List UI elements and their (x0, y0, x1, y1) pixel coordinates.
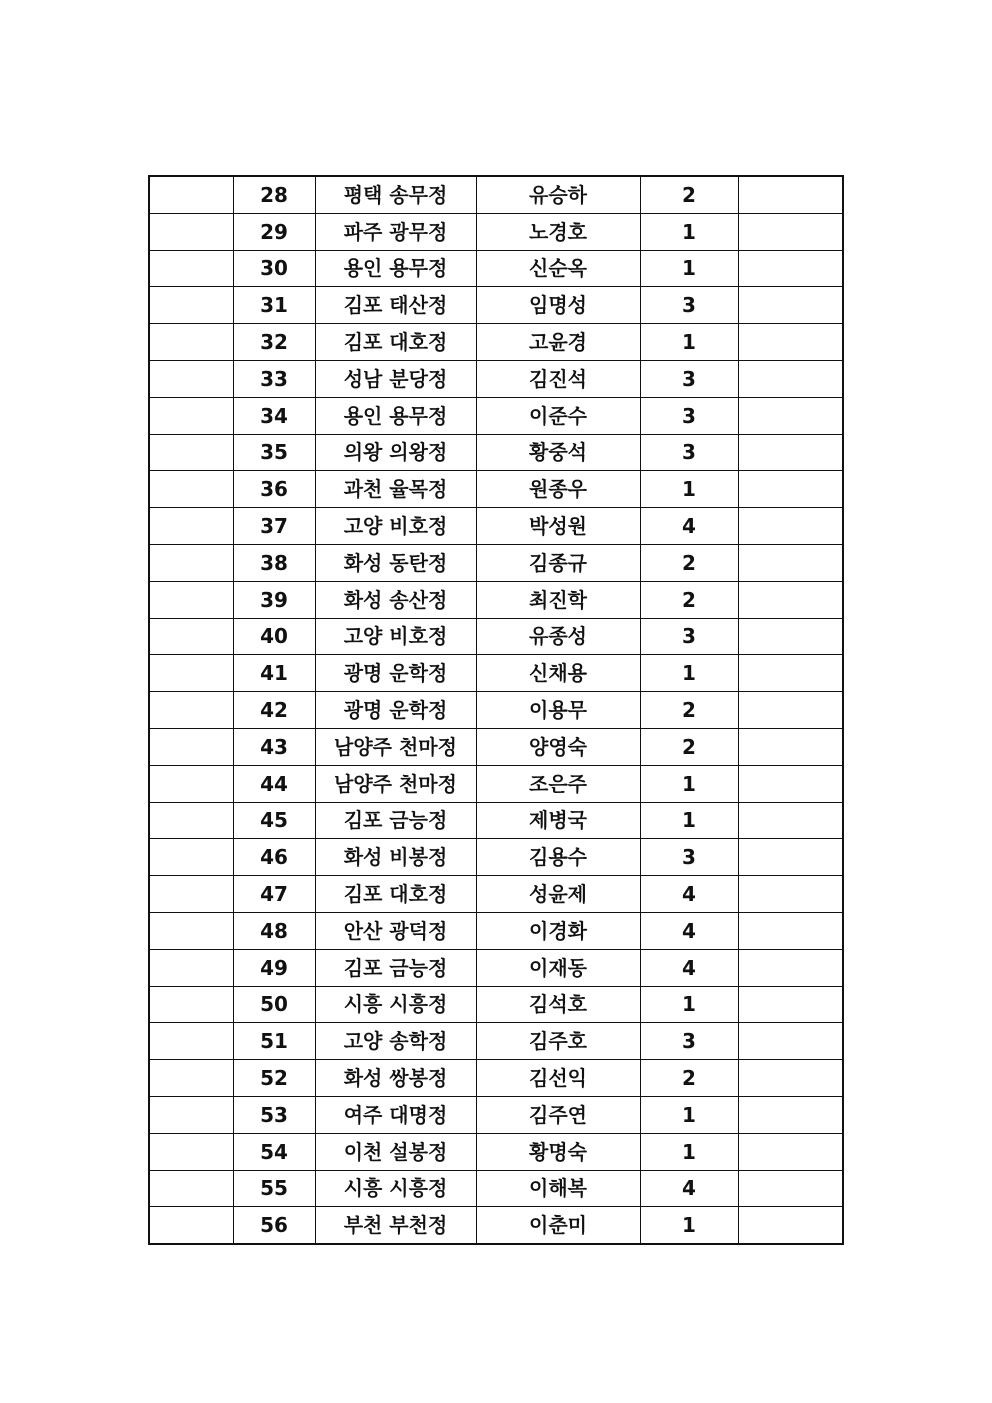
name-cell: 김종규 (476, 544, 640, 581)
remarks-cell (738, 949, 843, 986)
name-cell: 이춘미 (476, 1207, 640, 1244)
remarks-cell (738, 1096, 843, 1133)
name-cell: 이해복 (476, 1170, 640, 1207)
remarks-cell (738, 544, 843, 581)
count-cell: 2 (640, 1060, 738, 1097)
blank-cell (149, 287, 233, 324)
blank-cell (149, 802, 233, 839)
name-cell: 조은주 (476, 765, 640, 802)
blank-cell (149, 765, 233, 802)
remarks-cell (738, 176, 843, 213)
blank-cell (149, 176, 233, 213)
table-row (149, 360, 843, 397)
table-row (149, 876, 843, 913)
station-cell: 안산 광덕정 (315, 912, 476, 949)
name-cell: 이재동 (476, 949, 640, 986)
name-cell: 황명숙 (476, 1133, 640, 1170)
station-cell: 이천 설봉정 (315, 1133, 476, 1170)
roster-table (148, 175, 844, 1245)
number-cell: 53 (233, 1096, 315, 1133)
remarks-cell (738, 471, 843, 508)
remarks-cell (738, 618, 843, 655)
table-row (149, 949, 843, 986)
blank-cell (149, 876, 233, 913)
number-cell: 52 (233, 1060, 315, 1097)
count-cell: 1 (640, 213, 738, 250)
number-cell: 29 (233, 213, 315, 250)
name-cell: 노경호 (476, 213, 640, 250)
number-cell: 30 (233, 250, 315, 287)
station-cell: 남양주 천마정 (315, 765, 476, 802)
name-cell: 이경화 (476, 912, 640, 949)
table-row (149, 912, 843, 949)
blank-cell (149, 1207, 233, 1244)
blank-cell (149, 1096, 233, 1133)
number-cell: 28 (233, 176, 315, 213)
remarks-cell (738, 876, 843, 913)
station-cell: 고양 비호정 (315, 618, 476, 655)
name-cell: 박성원 (476, 508, 640, 545)
station-cell: 김포 대호정 (315, 324, 476, 361)
count-cell: 1 (640, 655, 738, 692)
name-cell: 최진학 (476, 581, 640, 618)
count-cell: 2 (640, 728, 738, 765)
number-cell: 37 (233, 508, 315, 545)
number-cell: 56 (233, 1207, 315, 1244)
name-cell: 김용수 (476, 839, 640, 876)
table-row (149, 434, 843, 471)
table-row (149, 765, 843, 802)
blank-cell (149, 213, 233, 250)
table-row (149, 397, 843, 434)
name-cell: 성윤제 (476, 876, 640, 913)
station-cell: 남양주 천마정 (315, 728, 476, 765)
blank-cell (149, 324, 233, 361)
station-cell: 용인 용무정 (315, 397, 476, 434)
number-cell: 36 (233, 471, 315, 508)
station-cell: 파주 광무정 (315, 213, 476, 250)
count-cell: 4 (640, 1170, 738, 1207)
table-row (149, 1060, 843, 1097)
number-cell: 46 (233, 839, 315, 876)
blank-cell (149, 728, 233, 765)
table-row (149, 728, 843, 765)
table-row (149, 986, 843, 1023)
blank-cell (149, 1170, 233, 1207)
count-cell: 1 (640, 471, 738, 508)
table-row (149, 581, 843, 618)
blank-cell (149, 949, 233, 986)
station-cell: 화성 비봉정 (315, 839, 476, 876)
blank-cell (149, 434, 233, 471)
table-row (149, 1207, 843, 1244)
table-row (149, 1170, 843, 1207)
remarks-cell (738, 581, 843, 618)
blank-cell (149, 360, 233, 397)
station-cell: 화성 동탄정 (315, 544, 476, 581)
name-cell: 김석호 (476, 986, 640, 1023)
count-cell: 3 (640, 397, 738, 434)
count-cell: 1 (640, 1207, 738, 1244)
table-row (149, 839, 843, 876)
station-cell: 과천 율목정 (315, 471, 476, 508)
remarks-cell (738, 692, 843, 729)
count-cell: 1 (640, 250, 738, 287)
blank-cell (149, 1023, 233, 1060)
remarks-cell (738, 1207, 843, 1244)
station-cell: 화성 쌍봉정 (315, 1060, 476, 1097)
name-cell: 황중석 (476, 434, 640, 471)
remarks-cell (738, 213, 843, 250)
table-row (149, 508, 843, 545)
station-cell: 고양 비호정 (315, 508, 476, 545)
number-cell: 50 (233, 986, 315, 1023)
table-row (149, 1023, 843, 1060)
number-cell: 39 (233, 581, 315, 618)
blank-cell (149, 839, 233, 876)
count-cell: 1 (640, 324, 738, 361)
count-cell: 3 (640, 839, 738, 876)
table-row (149, 176, 843, 213)
count-cell: 1 (640, 802, 738, 839)
number-cell: 43 (233, 728, 315, 765)
name-cell: 김선익 (476, 1060, 640, 1097)
name-cell: 이준수 (476, 397, 640, 434)
remarks-cell (738, 728, 843, 765)
station-cell: 고양 송학정 (315, 1023, 476, 1060)
remarks-cell (738, 434, 843, 471)
station-cell: 김포 금능정 (315, 949, 476, 986)
remarks-cell (738, 839, 843, 876)
blank-cell (149, 1060, 233, 1097)
remarks-cell (738, 1170, 843, 1207)
remarks-cell (738, 360, 843, 397)
number-cell: 32 (233, 324, 315, 361)
count-cell: 1 (640, 1133, 738, 1170)
name-cell: 김주연 (476, 1096, 640, 1133)
remarks-cell (738, 986, 843, 1023)
count-cell: 3 (640, 1023, 738, 1060)
count-cell: 4 (640, 912, 738, 949)
count-cell: 3 (640, 287, 738, 324)
remarks-cell (738, 508, 843, 545)
number-cell: 51 (233, 1023, 315, 1060)
number-cell: 48 (233, 912, 315, 949)
blank-cell (149, 1133, 233, 1170)
station-cell: 부천 부천정 (315, 1207, 476, 1244)
remarks-cell (738, 1060, 843, 1097)
number-cell: 38 (233, 544, 315, 581)
blank-cell (149, 692, 233, 729)
station-cell: 광명 운학정 (315, 655, 476, 692)
number-cell: 54 (233, 1133, 315, 1170)
station-cell: 여주 대명정 (315, 1096, 476, 1133)
count-cell: 3 (640, 618, 738, 655)
number-cell: 47 (233, 876, 315, 913)
roster-table-body (149, 176, 843, 1244)
table-row (149, 324, 843, 361)
table-row (149, 618, 843, 655)
station-cell: 평택 송무정 (315, 176, 476, 213)
count-cell: 1 (640, 1096, 738, 1133)
station-cell: 의왕 의왕정 (315, 434, 476, 471)
count-cell: 2 (640, 544, 738, 581)
blank-cell (149, 250, 233, 287)
name-cell: 원종우 (476, 471, 640, 508)
name-cell: 유종성 (476, 618, 640, 655)
station-cell: 용인 용무정 (315, 250, 476, 287)
count-cell: 3 (640, 360, 738, 397)
table-row (149, 692, 843, 729)
blank-cell (149, 618, 233, 655)
name-cell: 신순옥 (476, 250, 640, 287)
number-cell: 40 (233, 618, 315, 655)
count-cell: 2 (640, 176, 738, 213)
table-row (149, 655, 843, 692)
remarks-cell (738, 397, 843, 434)
name-cell: 고윤경 (476, 324, 640, 361)
remarks-cell (738, 1023, 843, 1060)
number-cell: 42 (233, 692, 315, 729)
table-row (149, 802, 843, 839)
name-cell: 이용무 (476, 692, 640, 729)
count-cell: 4 (640, 949, 738, 986)
blank-cell (149, 397, 233, 434)
station-cell: 시흥 시흥정 (315, 986, 476, 1023)
station-cell: 김포 금능정 (315, 802, 476, 839)
count-cell: 4 (640, 508, 738, 545)
number-cell: 44 (233, 765, 315, 802)
count-cell: 3 (640, 434, 738, 471)
station-cell: 김포 태산정 (315, 287, 476, 324)
blank-cell (149, 655, 233, 692)
name-cell: 양영숙 (476, 728, 640, 765)
number-cell: 35 (233, 434, 315, 471)
table-row (149, 544, 843, 581)
blank-cell (149, 471, 233, 508)
table-row (149, 287, 843, 324)
blank-cell (149, 508, 233, 545)
count-cell: 1 (640, 765, 738, 802)
blank-cell (149, 912, 233, 949)
blank-cell (149, 986, 233, 1023)
remarks-cell (738, 765, 843, 802)
station-cell: 시흥 시흥정 (315, 1170, 476, 1207)
table-row (149, 471, 843, 508)
remarks-cell (738, 324, 843, 361)
name-cell: 유승하 (476, 176, 640, 213)
remarks-cell (738, 287, 843, 324)
number-cell: 49 (233, 949, 315, 986)
remarks-cell (738, 802, 843, 839)
count-cell: 2 (640, 581, 738, 618)
blank-cell (149, 581, 233, 618)
count-cell: 2 (640, 692, 738, 729)
name-cell: 김주호 (476, 1023, 640, 1060)
name-cell: 신채용 (476, 655, 640, 692)
table-row (149, 1096, 843, 1133)
number-cell: 31 (233, 287, 315, 324)
name-cell: 김진석 (476, 360, 640, 397)
number-cell: 55 (233, 1170, 315, 1207)
count-cell: 4 (640, 876, 738, 913)
table-row (149, 250, 843, 287)
number-cell: 41 (233, 655, 315, 692)
name-cell: 제병국 (476, 802, 640, 839)
blank-cell (149, 544, 233, 581)
station-cell: 김포 대호정 (315, 876, 476, 913)
station-cell: 성남 분당정 (315, 360, 476, 397)
count-cell: 1 (640, 986, 738, 1023)
station-cell: 광명 운학정 (315, 692, 476, 729)
table-row (149, 213, 843, 250)
number-cell: 33 (233, 360, 315, 397)
station-cell: 화성 송산정 (315, 581, 476, 618)
remarks-cell (738, 250, 843, 287)
remarks-cell (738, 655, 843, 692)
remarks-cell (738, 1133, 843, 1170)
name-cell: 임명성 (476, 287, 640, 324)
number-cell: 45 (233, 802, 315, 839)
remarks-cell (738, 912, 843, 949)
number-cell: 34 (233, 397, 315, 434)
table-row (149, 1133, 843, 1170)
